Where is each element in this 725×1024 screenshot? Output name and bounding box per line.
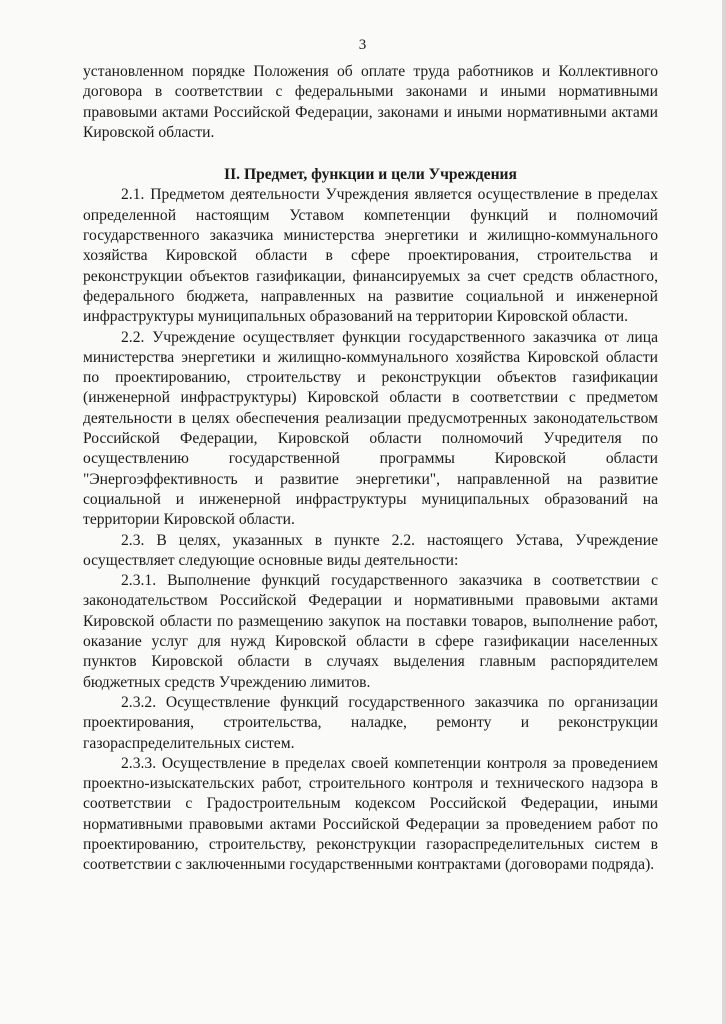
paragraph-2-3-3: 2.3.3. Осуществление в пределах своей компетенции контроля за проведением проектно-изыскательских работ, строительного контроля и технического надзора в соответствии с Градостроительным кодексом Российской Федерации, иными нормативными правовыми актами Российской Федерации за проведением работ по проектированию, строительству, реконструкции газораспределительных систем в соответствии с заключенными государственными контрактами (договорами подряда).	[83, 754, 658, 874]
paragraph-2-3-1: 2.3.1. Выполнение функций государственного заказчика в соответствии с законодательством Российской Федерации и нормативными правовыми актами Кировской области по размещению закупок на поставки товаров, выполнение работ, оказание услуг для нужд Кировской области в сфере газификации населенных пунктов Кировской области в случаях выделения главным распорядителем бюджетных средств Учреждению лимитов.	[83, 572, 658, 691]
paragraph-2-2: 2.2. Учреждение осуществляет функции государственного заказчика от лица министерства энергетики и жилищно-коммунального хозяйства Кировской области по проектированию, строительству и реконструкции объектов газификации (инженерной инфраструктуры) Кировской области в соответствии с предметом деятельности в целях обеспечения реализации предусмотренных законодательством Российской Федерации, Кировской области полномочий Учредителя по осуществлению государственной программы Кировской области "Энергоэффективность и развитие энергетики", направленной на развитие социальной и инженерной инфраструктуры муниципальных образований на территории Кировской области.	[83, 328, 658, 529]
section-title: II. Предмет, функции и цели Учреждения	[224, 166, 517, 184]
intro-paragraph: установленном порядке Положения об оплате труда работников и Коллективного договора в соответствии с федеральными законами и иными нормативными правовыми актами Российской Федерации, законами и иными нормативными актами Кировской области.	[83, 63, 658, 141]
document-body	[83, 62, 658, 876]
paragraph-2-3-2: 2.3.2. Осуществление функций государственного заказчика по организации проектирования, строительства, наладке, ремонту и реконструкции газораспределительных систем.	[83, 693, 658, 752]
page-number: 3	[358, 37, 367, 53]
paragraph-2-1: 2.1. Предметом деятельности Учреждения является осуществление в пределах определенной настоящим Уставом компетенции функций и полномочий государственного заказчика министерства энергетики и жилищно-коммунального хозяйства Кировской области в сфере проектирования, строительства и реконструкции объектов газификации, финансируемых за счет средств областного, федерального бюджета, направленных на развитие социальной и инженерной инфраструктуры муниципальных образований на территории Кировской области.	[83, 186, 658, 326]
paragraph-2-3: 2.3. В целях, указанных в пункте 2.2. настоящего Устава, Учреждение осуществляет следующие основные виды деятельности:	[83, 531, 658, 569]
